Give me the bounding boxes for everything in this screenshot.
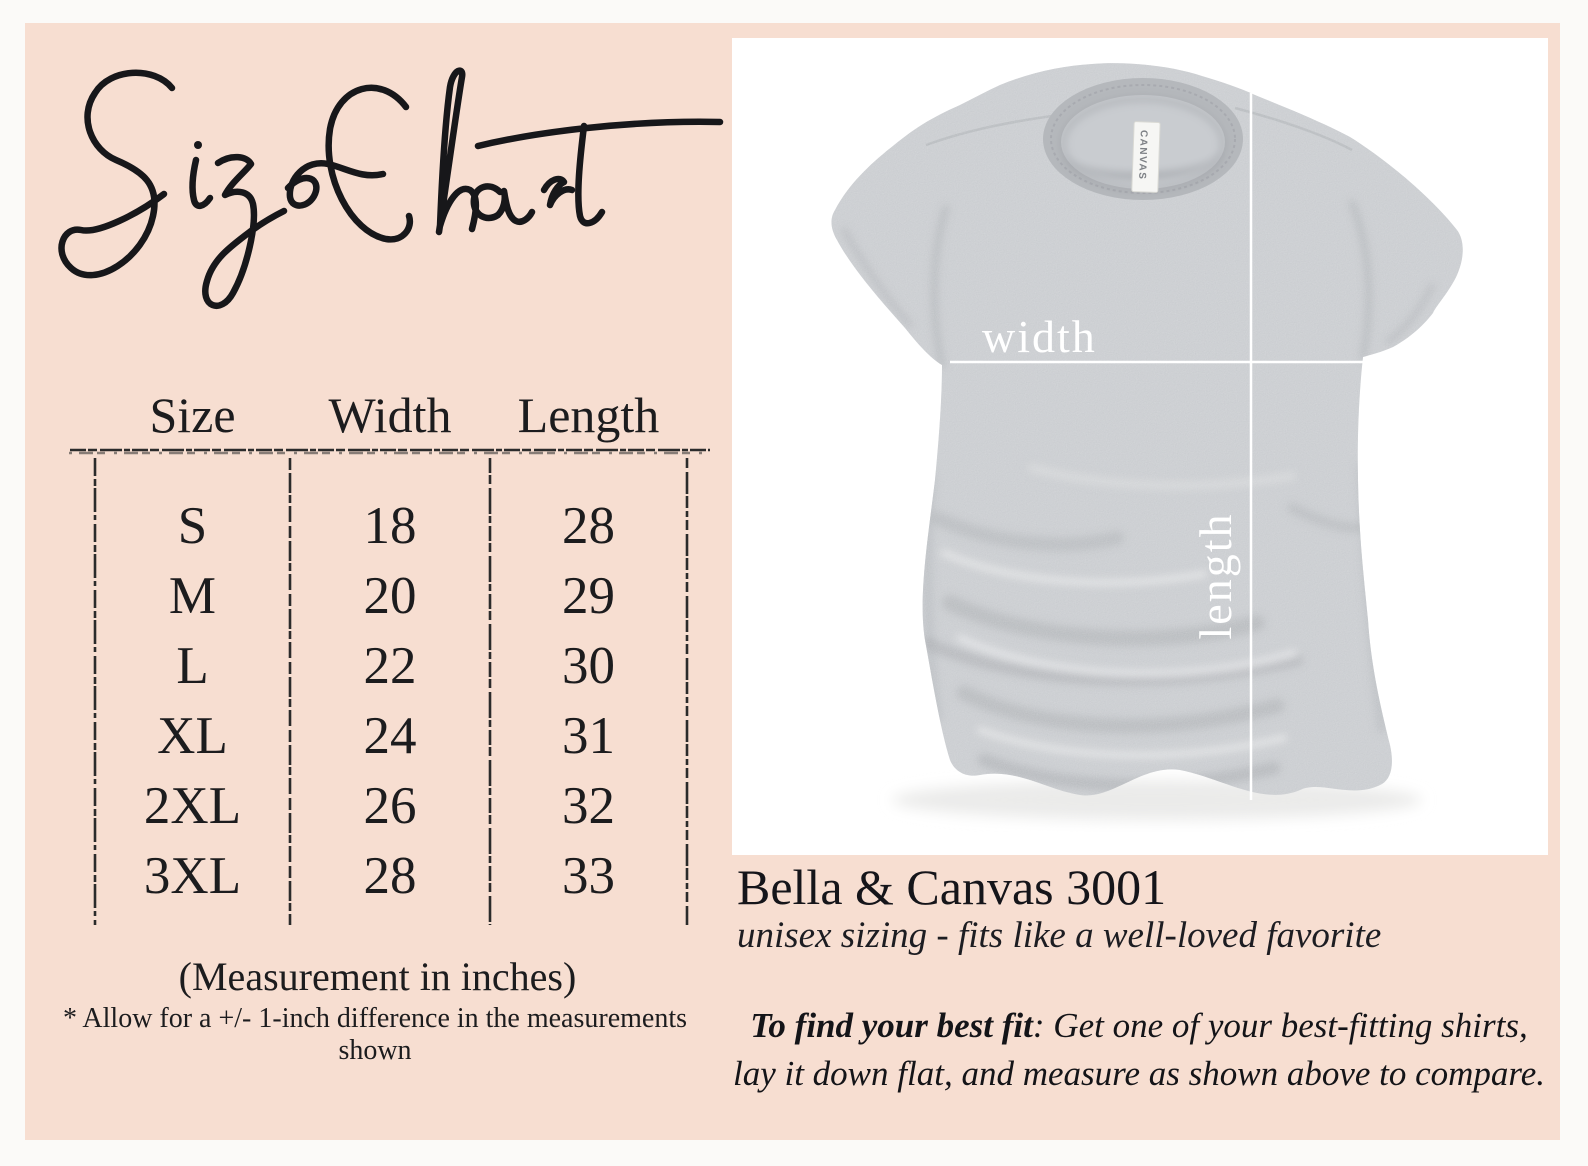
cell-length: 32 (562, 777, 615, 835)
fit-tip-line-1 (698, 1002, 1580, 1050)
cell-width: 26 (363, 777, 417, 835)
table-row (95, 491, 687, 561)
cell-length: 30 (562, 637, 615, 695)
tolerance-note: * Allow for a +/- 1-inch difference in the measurements shown (62, 1003, 688, 1066)
cell-size: M (168, 567, 217, 625)
cell-width: 24 (363, 707, 417, 765)
cell-length: 28 (562, 497, 615, 555)
width-label: width (982, 311, 1097, 362)
size-table-header-row (95, 386, 687, 444)
length-label: length (1190, 512, 1241, 640)
photo-panel (732, 38, 1548, 855)
product-tagline: unisex sizing - fits like a well-loved favorite (737, 915, 1382, 956)
header-width: Width (328, 387, 452, 443)
neck-tag (1132, 122, 1160, 193)
cell-size: L (176, 637, 209, 695)
header-length: Length (517, 387, 660, 443)
cell-width: 18 (363, 497, 417, 555)
unit-note: (Measurement in inches) (178, 954, 577, 999)
cell-size: 2XL (143, 777, 242, 835)
table-row (95, 771, 687, 841)
cell-width: 28 (363, 847, 417, 905)
table-row (95, 701, 687, 771)
cell-size: S (177, 497, 208, 555)
cell-size: XL (157, 707, 228, 765)
fit-tip-rest: : Get one of your best-fitting shirts, (1032, 1006, 1528, 1045)
header-size: Size (149, 387, 236, 443)
table-row (95, 841, 687, 911)
fit-tip-lead: To find your best fit (750, 1006, 1033, 1045)
fit-tip (698, 1002, 1580, 1098)
table-row (95, 561, 687, 631)
size-table (55, 386, 715, 946)
neck-tag-text: CANVAS (1136, 129, 1149, 181)
page-title-script (50, 66, 740, 336)
table-row (95, 631, 687, 701)
tshirt-illustration (732, 38, 1548, 855)
product-name: Bella & Canvas 3001 (737, 859, 1167, 915)
cell-width: 20 (363, 567, 417, 625)
cell-width: 22 (363, 637, 417, 695)
cell-length: 29 (562, 567, 615, 625)
cell-length: 33 (562, 847, 615, 905)
cell-size: 3XL (143, 847, 242, 905)
fit-tip-line-2: lay it down flat, and measure as shown above to compare. (732, 1054, 1546, 1093)
cell-length: 31 (562, 707, 615, 765)
